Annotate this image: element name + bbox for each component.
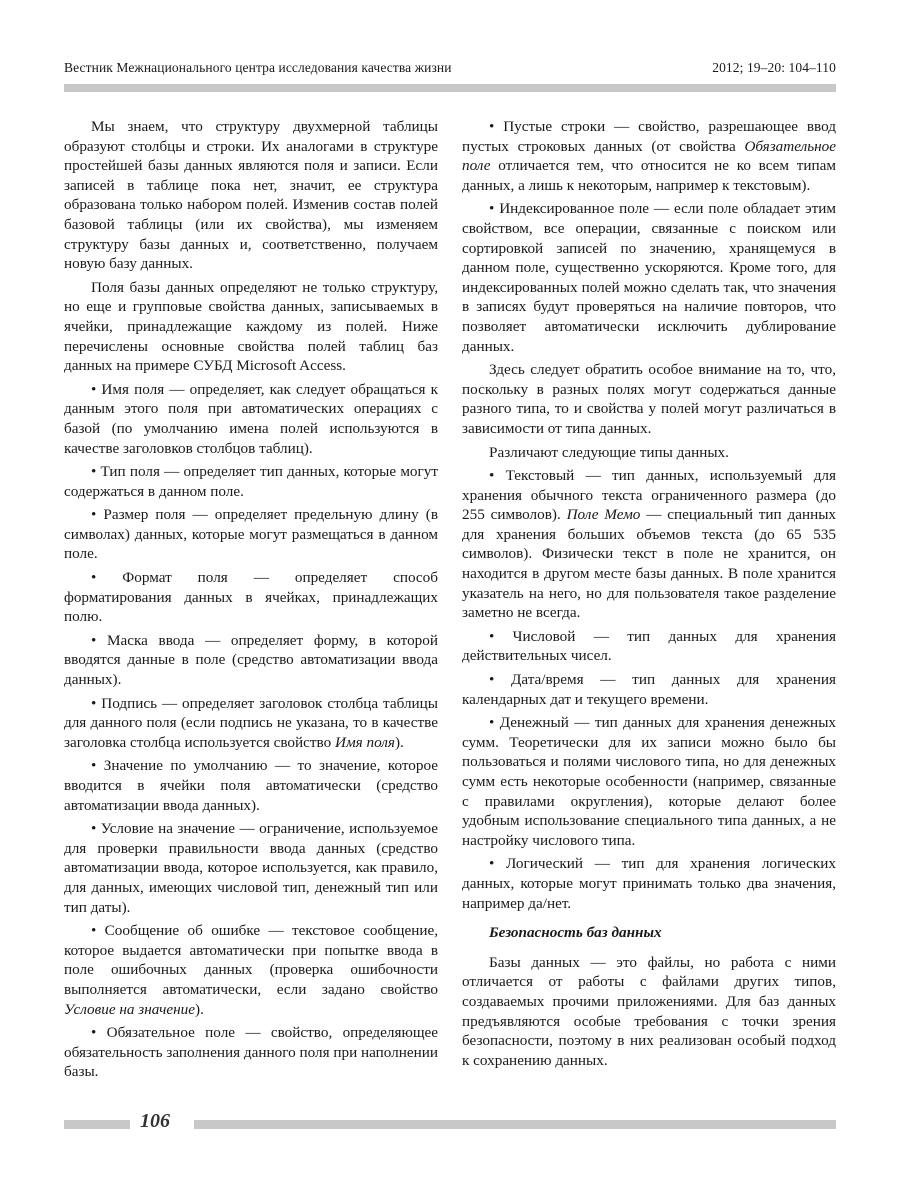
right-column — [462, 117, 836, 1074]
list-item: • Логический — тип для хранения логических данных, которые могут принимать только два значения, например да/нет. — [462, 855, 836, 912]
footer-rule-right — [194, 1120, 836, 1129]
left-column — [64, 117, 438, 1086]
paragraph: Мы знаем, что структуру двухмерной таблицы образуют столбцы и строки. Их аналогами в структуре простейшей базы данных являются поля и записи. Если записей в таблице пока нет, значит, ее структура образована только набором полей. Изменив состав полей базовой таблицы (или их свойства), мы изменяем структуру базы данных и, соответственно, получаем новую базу данных. — [64, 118, 438, 273]
list-item: • Дата/время — тип данных для хранения календарных дат и текущего времени. — [462, 671, 836, 708]
list-item: • Подпись — определяет заголовок столбца таблицы для данного поля (если подпись не указана, то в качестве заголовка столбца используется свойство Имя поля). — [64, 694, 438, 751]
section-heading: Безопасность баз данных — [489, 924, 662, 942]
emphasis: Условие на значение — [64, 1000, 196, 1018]
journal-title: Вестник Межнационального центра исследования качества жизни — [64, 60, 452, 75]
issue-reference: 2012; 19–20: 104–110 — [712, 60, 836, 75]
list-item: • Числовой — тип данных для хранения действительных чисел. — [462, 627, 836, 665]
list-item: • Формат поля — определяет способ форматирования данных в ячейках, принадлежащих полю. — [64, 569, 438, 626]
paragraph: Базы данных — это файлы, но работа с ними отличается от работы с файлами других типов, создаваемых прочими приложениями. Для баз данных предъявляются особые требования с точки зрения безопасности, поэтому в них реализован особый подход к сохранению данных. — [462, 953, 836, 1069]
list-item: • Денежный — тип данных для хранения денежных сумм. Теоретически для их записи можно было бы пользоваться и полями числового типа, но для денежных сумм есть некоторые особенности (например, связанные с правилами округления), которые делают более удобным использование специального типа данных, а не настройку числового типа. — [462, 714, 836, 849]
list-item: • Сообщение об ошибке — текстовое сообщение, которое выдается автоматически при попытке ввода в поле ошибочных данных (проверка ошибочности выполняется автоматически, если задано свойство Условие на значение). — [64, 922, 438, 1018]
list-item: • Индексированное поле — если поле обладает этим свойством, все операции, связанные с поиском или сортировкой записей по значению, хранящемуся в данном поле, существенно ускоряются. Кроме того, для индексированных полей можно сделать так, что значения в записях будут проверяться на наличие повторов, что позволяет автоматически исключить дублирование данных. — [462, 200, 836, 355]
running-header — [64, 60, 836, 80]
footer-rule-left — [64, 1120, 130, 1129]
paragraph: Различают следующие типы данных. — [489, 443, 729, 461]
list-item: • Обязательное поле — свойство, определяющее обязательность заполнения данного поля при наполнении базы. — [64, 1024, 439, 1081]
emphasis: Имя поля — [334, 733, 395, 751]
emphasis: Поле Мемо — [566, 506, 641, 524]
list-item: • Значение по умолчанию — то значение, которое вводится в ячейки поля автоматически (средство автоматизации ввода данных). — [64, 757, 438, 814]
paragraph: Поля базы данных определяют не только структуру, но еще и групповые свойства данных, записываемых в ячейки, принадлежащие каждому из полей. Ниже перечислены основные свойства полей таблиц баз данных на примере СУБД Microsoft Access. — [64, 278, 438, 375]
header-rule — [64, 84, 836, 92]
list-item: • Маска ввода — определяет форму, в которой вводятся данные в поле (средство автоматизации ввода данных). — [64, 631, 438, 689]
emphasis: Обязательное поле — [462, 137, 836, 175]
list-item: • Пустые строки — свойство, разрешающее ввод пустых строковых данных (от свойства Обязательное поле отличается тем, что относится не ко всем типам данных, а лишь к некоторым, например к текстовым). — [462, 118, 836, 194]
list-item: • Тип поля — определяет тип данных, которые могут содержаться в данном поле. — [64, 463, 438, 500]
paragraph: Здесь следует обратить особое внимание на то, что, поскольку в разных полях могут содержаться данные разного типа, то и свойства у полей могут различаться в зависимости от типа данных. — [462, 361, 836, 437]
list-item: • Имя поля — определяет, как следует обращаться к данным этого поля при автоматических операциях с базой (по умолчанию имена полей используются в качестве заголовков столбцов таблиц). — [64, 380, 438, 457]
list-item: • Текстовый — тип данных, используемый для хранения обычного текста ограниченного размера (до 255 символов). Поле Мемо — специальный тип данных для хранения больших объемов текста (до 65 535 символов). Физически текст в поле не хранится, он находится в другом месте базы данных. В поле хранится указатель на него, но для пользователя такое разделение заметно не всегда. — [462, 467, 836, 622]
list-item: • Условие на значение — ограничение, используемое для проверки правильности ввода данных (средство автоматизации ввода, которое используется, как правило, для данных, имеющих числовой тип, денежный тип или тип даты). — [64, 820, 438, 916]
list-item: • Размер поля — определяет предельную длину (в символах) данных, которые могут размещаться в данном поле. — [64, 506, 438, 563]
page-number: 106 — [140, 1110, 170, 1132]
